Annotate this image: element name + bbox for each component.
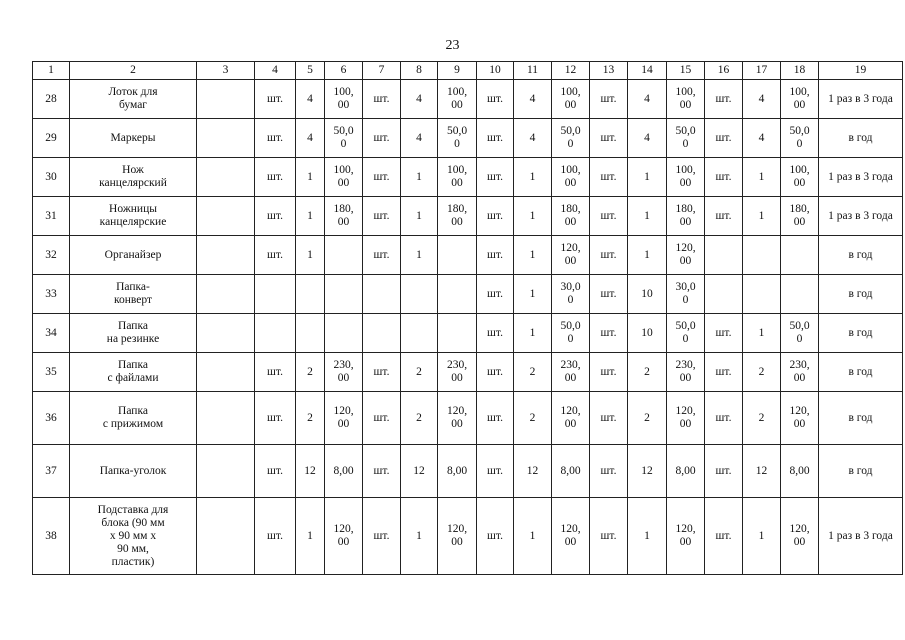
table-cell (325, 275, 363, 314)
table-cell: 120, 00 (438, 498, 477, 575)
column-number-cell: 10 (477, 62, 514, 80)
table-cell: 2 (296, 353, 325, 392)
table-cell (705, 275, 743, 314)
table-cell: шт. (477, 445, 514, 498)
table-cell: 1 (401, 498, 438, 575)
table-cell: 180, 00 (325, 197, 363, 236)
table-cell: шт. (477, 197, 514, 236)
table-cell: 100, 00 (552, 158, 590, 197)
table-cell: шт. (255, 158, 296, 197)
table-cell: 30,0 0 (552, 275, 590, 314)
table-cell: шт. (705, 392, 743, 445)
table-cell: шт. (255, 498, 296, 575)
table-cell: 2 (401, 392, 438, 445)
table-row (33, 275, 903, 314)
table-cell: шт. (590, 392, 628, 445)
table-cell: 1 (743, 197, 781, 236)
table-cell: 120, 00 (667, 236, 705, 275)
table-cell: 120, 00 (438, 392, 477, 445)
column-number-cell: 2 (70, 62, 197, 80)
table-cell: 4 (296, 119, 325, 158)
table-cell: шт. (255, 236, 296, 275)
table-row (33, 158, 903, 197)
table-cell (255, 275, 296, 314)
column-number-cell: 11 (514, 62, 552, 80)
table-cell (197, 236, 255, 275)
table-cell: 100, 00 (552, 80, 590, 119)
column-number-cell: 15 (667, 62, 705, 80)
table-cell (401, 275, 438, 314)
table-cell: 1 (628, 498, 667, 575)
table-cell: 230, 00 (325, 353, 363, 392)
table-cell: 4 (296, 80, 325, 119)
table-cell: шт. (705, 119, 743, 158)
table-cell: 1 (628, 158, 667, 197)
column-number-cell: 14 (628, 62, 667, 80)
page-number: 23 (445, 38, 460, 53)
table-cell: 30,0 0 (667, 275, 705, 314)
table-cell: 8,00 (781, 445, 819, 498)
table-cell: 120, 00 (552, 236, 590, 275)
header-row (33, 62, 903, 80)
table-cell: 2 (628, 392, 667, 445)
table-cell: шт. (705, 353, 743, 392)
table-cell: 4 (743, 80, 781, 119)
table-cell: шт. (590, 353, 628, 392)
table-cell: 1 (401, 236, 438, 275)
table-cell: шт. (255, 445, 296, 498)
table-cell: шт. (705, 197, 743, 236)
table-cell: в год (819, 314, 903, 353)
table-cell: 120, 00 (781, 498, 819, 575)
table-row (33, 236, 903, 275)
row-number-cell: 36 (33, 392, 70, 445)
column-number-cell: 1 (33, 62, 70, 80)
row-number-cell: 32 (33, 236, 70, 275)
column-number-cell: 6 (325, 62, 363, 80)
table-cell: 1 (296, 498, 325, 575)
table-cell: в год (819, 445, 903, 498)
table-cell: 10 (628, 275, 667, 314)
table-cell: 4 (628, 80, 667, 119)
table-cell: 2 (628, 353, 667, 392)
table-cell: 12 (401, 445, 438, 498)
table-cell: 100, 00 (438, 158, 477, 197)
table-cell: шт. (590, 275, 628, 314)
table-cell: шт. (363, 498, 401, 575)
row-number-cell: 35 (33, 353, 70, 392)
table-cell: шт. (590, 236, 628, 275)
table-cell: 1 раз в 3 года (819, 158, 903, 197)
table-cell: 120, 00 (325, 498, 363, 575)
table-cell: шт. (477, 80, 514, 119)
table-cell: 230, 00 (552, 353, 590, 392)
table-cell: в год (819, 353, 903, 392)
item-name-cell: Папка с файлами (70, 353, 197, 392)
table-cell: 50,0 0 (325, 119, 363, 158)
table-cell (197, 119, 255, 158)
table-cell: шт. (363, 119, 401, 158)
column-number-cell: 4 (255, 62, 296, 80)
table-cell (197, 314, 255, 353)
table-cell: в год (819, 392, 903, 445)
table-cell: шт. (363, 158, 401, 197)
item-name-cell: Нож канцелярский (70, 158, 197, 197)
table-cell: в год (819, 119, 903, 158)
table-cell: 8,00 (552, 445, 590, 498)
row-number-cell: 31 (33, 197, 70, 236)
table-row (33, 197, 903, 236)
table-cell: 2 (401, 353, 438, 392)
table-cell: шт. (590, 197, 628, 236)
item-name-cell: Папка- конверт (70, 275, 197, 314)
table-cell (255, 314, 296, 353)
table-cell: 100, 00 (781, 158, 819, 197)
row-number-cell: 29 (33, 119, 70, 158)
table-cell: 1 раз в 3 года (819, 80, 903, 119)
table-cell: 1 раз в 3 года (819, 498, 903, 575)
table-cell: 50,0 0 (552, 119, 590, 158)
table-row (33, 80, 903, 119)
table-cell: 8,00 (325, 445, 363, 498)
table-cell: шт. (477, 236, 514, 275)
table-cell: шт. (363, 353, 401, 392)
row-number-cell: 33 (33, 275, 70, 314)
row-number-cell: 38 (33, 498, 70, 575)
table-row (33, 498, 903, 575)
table-cell (781, 236, 819, 275)
table-cell: шт. (705, 158, 743, 197)
table-cell (363, 314, 401, 353)
table-cell: 100, 00 (667, 158, 705, 197)
table-cell: 4 (514, 80, 552, 119)
table-cell: 1 (628, 236, 667, 275)
column-number-cell: 18 (781, 62, 819, 80)
table-cell: 50,0 0 (667, 314, 705, 353)
table-cell: 100, 00 (325, 80, 363, 119)
table-cell: 12 (296, 445, 325, 498)
table-cell: 230, 00 (667, 353, 705, 392)
table-cell: 4 (514, 119, 552, 158)
table-cell: 4 (743, 119, 781, 158)
table-cell: 50,0 0 (667, 119, 705, 158)
table-cell: в год (819, 275, 903, 314)
table-cell (438, 314, 477, 353)
column-number-cell: 9 (438, 62, 477, 80)
table-cell: 1 (628, 197, 667, 236)
table-cell: в год (819, 236, 903, 275)
table-cell: 100, 00 (667, 80, 705, 119)
item-name-cell: Лоток для бумаг (70, 80, 197, 119)
row-number-cell: 34 (33, 314, 70, 353)
table-cell (296, 314, 325, 353)
table-cell: 50,0 0 (438, 119, 477, 158)
table-cell: 12 (628, 445, 667, 498)
table-cell: шт. (363, 80, 401, 119)
table-cell: 120, 00 (667, 498, 705, 575)
item-name-cell: Ножницы канцелярские (70, 197, 197, 236)
table-cell: 1 (296, 236, 325, 275)
table-cell: шт. (477, 314, 514, 353)
table-cell: шт. (590, 119, 628, 158)
table-cell: шт. (477, 158, 514, 197)
table-cell: 1 (514, 275, 552, 314)
item-name-cell: Папка с прижимом (70, 392, 197, 445)
table-row (33, 119, 903, 158)
table-cell: шт. (477, 119, 514, 158)
table-cell: 1 (743, 158, 781, 197)
table-cell: 1 (743, 314, 781, 353)
table-cell (197, 80, 255, 119)
item-name-cell: Папка-уголок (70, 445, 197, 498)
table-cell: 100, 00 (781, 80, 819, 119)
table-cell: шт. (363, 392, 401, 445)
table-cell: 230, 00 (781, 353, 819, 392)
table-cell: шт. (363, 236, 401, 275)
table-cell: 180, 00 (552, 197, 590, 236)
row-number-cell: 37 (33, 445, 70, 498)
row-number-cell: 30 (33, 158, 70, 197)
table-cell (705, 236, 743, 275)
table-cell: 180, 00 (667, 197, 705, 236)
item-name-cell: Папка на резинке (70, 314, 197, 353)
table-cell (197, 498, 255, 575)
table-cell (197, 445, 255, 498)
table-cell: шт. (705, 314, 743, 353)
table-cell (438, 275, 477, 314)
table-cell: 100, 00 (438, 80, 477, 119)
supplies-table (32, 61, 903, 575)
table-cell: 120, 00 (781, 392, 819, 445)
table-cell: 180, 00 (438, 197, 477, 236)
table-cell: 8,00 (667, 445, 705, 498)
column-number-cell: 3 (197, 62, 255, 80)
table-cell: шт. (363, 445, 401, 498)
table-cell (197, 353, 255, 392)
table-cell: 120, 00 (325, 392, 363, 445)
table-cell: 1 (514, 197, 552, 236)
table-cell: шт. (705, 80, 743, 119)
column-number-cell: 8 (401, 62, 438, 80)
column-number-cell: 7 (363, 62, 401, 80)
table-cell: 1 (401, 197, 438, 236)
table-cell (743, 275, 781, 314)
table-cell: 50,0 0 (781, 314, 819, 353)
item-name-cell: Подставка для блока (90 мм х 90 мм х 90 мм, пластик) (70, 498, 197, 575)
table-cell: шт. (255, 392, 296, 445)
item-name-cell: Маркеры (70, 119, 197, 158)
table-cell: 2 (743, 353, 781, 392)
table-cell: 1 (296, 197, 325, 236)
table-cell: 120, 00 (552, 392, 590, 445)
table-cell: 230, 00 (438, 353, 477, 392)
table-cell (197, 197, 255, 236)
table-cell: 120, 00 (667, 392, 705, 445)
table-cell: 10 (628, 314, 667, 353)
table-cell: шт. (477, 392, 514, 445)
table-row (33, 353, 903, 392)
table-row (33, 392, 903, 445)
row-number-cell: 28 (33, 80, 70, 119)
column-number-cell: 17 (743, 62, 781, 80)
table-cell: шт. (705, 498, 743, 575)
table-cell: шт. (590, 80, 628, 119)
table-row (33, 314, 903, 353)
table-cell (325, 314, 363, 353)
table-cell: 2 (514, 353, 552, 392)
table-cell: 1 (401, 158, 438, 197)
table-cell (325, 236, 363, 275)
table-cell: 1 (514, 314, 552, 353)
table-cell: 1 (296, 158, 325, 197)
table-cell: 1 (514, 158, 552, 197)
table-cell: 50,0 0 (781, 119, 819, 158)
table-cell: шт. (255, 197, 296, 236)
table-cell: 120, 00 (552, 498, 590, 575)
table-cell (296, 275, 325, 314)
table-cell: шт. (590, 445, 628, 498)
table-cell: 50,0 0 (552, 314, 590, 353)
table-cell: 2 (743, 392, 781, 445)
column-number-cell: 12 (552, 62, 590, 80)
table-cell: шт. (255, 80, 296, 119)
column-number-cell: 19 (819, 62, 903, 80)
column-number-cell: 16 (705, 62, 743, 80)
table-cell: 100, 00 (325, 158, 363, 197)
table-cell: шт. (255, 353, 296, 392)
table-cell: 2 (514, 392, 552, 445)
table-cell (363, 275, 401, 314)
column-number-cell: 13 (590, 62, 628, 80)
table-cell (781, 275, 819, 314)
table-cell: 1 (514, 236, 552, 275)
table-cell (197, 158, 255, 197)
table-cell (401, 314, 438, 353)
table-cell (197, 275, 255, 314)
table-cell: 4 (401, 119, 438, 158)
table-cell: 12 (514, 445, 552, 498)
table-cell: 1 (743, 498, 781, 575)
table-cell: шт. (477, 498, 514, 575)
table-cell: шт. (590, 158, 628, 197)
table-cell (197, 392, 255, 445)
table-cell: 2 (296, 392, 325, 445)
table-cell: 4 (628, 119, 667, 158)
table-cell: шт. (705, 445, 743, 498)
table-cell: шт. (477, 275, 514, 314)
table-cell: 12 (743, 445, 781, 498)
table-cell: 1 раз в 3 года (819, 197, 903, 236)
table-cell: 8,00 (438, 445, 477, 498)
table-cell: шт. (477, 353, 514, 392)
table-cell (438, 236, 477, 275)
table-cell: шт. (255, 119, 296, 158)
table-cell: 4 (401, 80, 438, 119)
column-number-cell: 5 (296, 62, 325, 80)
table-cell (743, 236, 781, 275)
table-cell: 180, 00 (781, 197, 819, 236)
table-cell: шт. (363, 197, 401, 236)
table-cell: шт. (590, 498, 628, 575)
item-name-cell: Органайзер (70, 236, 197, 275)
table-row (33, 445, 903, 498)
table-cell: шт. (590, 314, 628, 353)
table-cell: 1 (514, 498, 552, 575)
